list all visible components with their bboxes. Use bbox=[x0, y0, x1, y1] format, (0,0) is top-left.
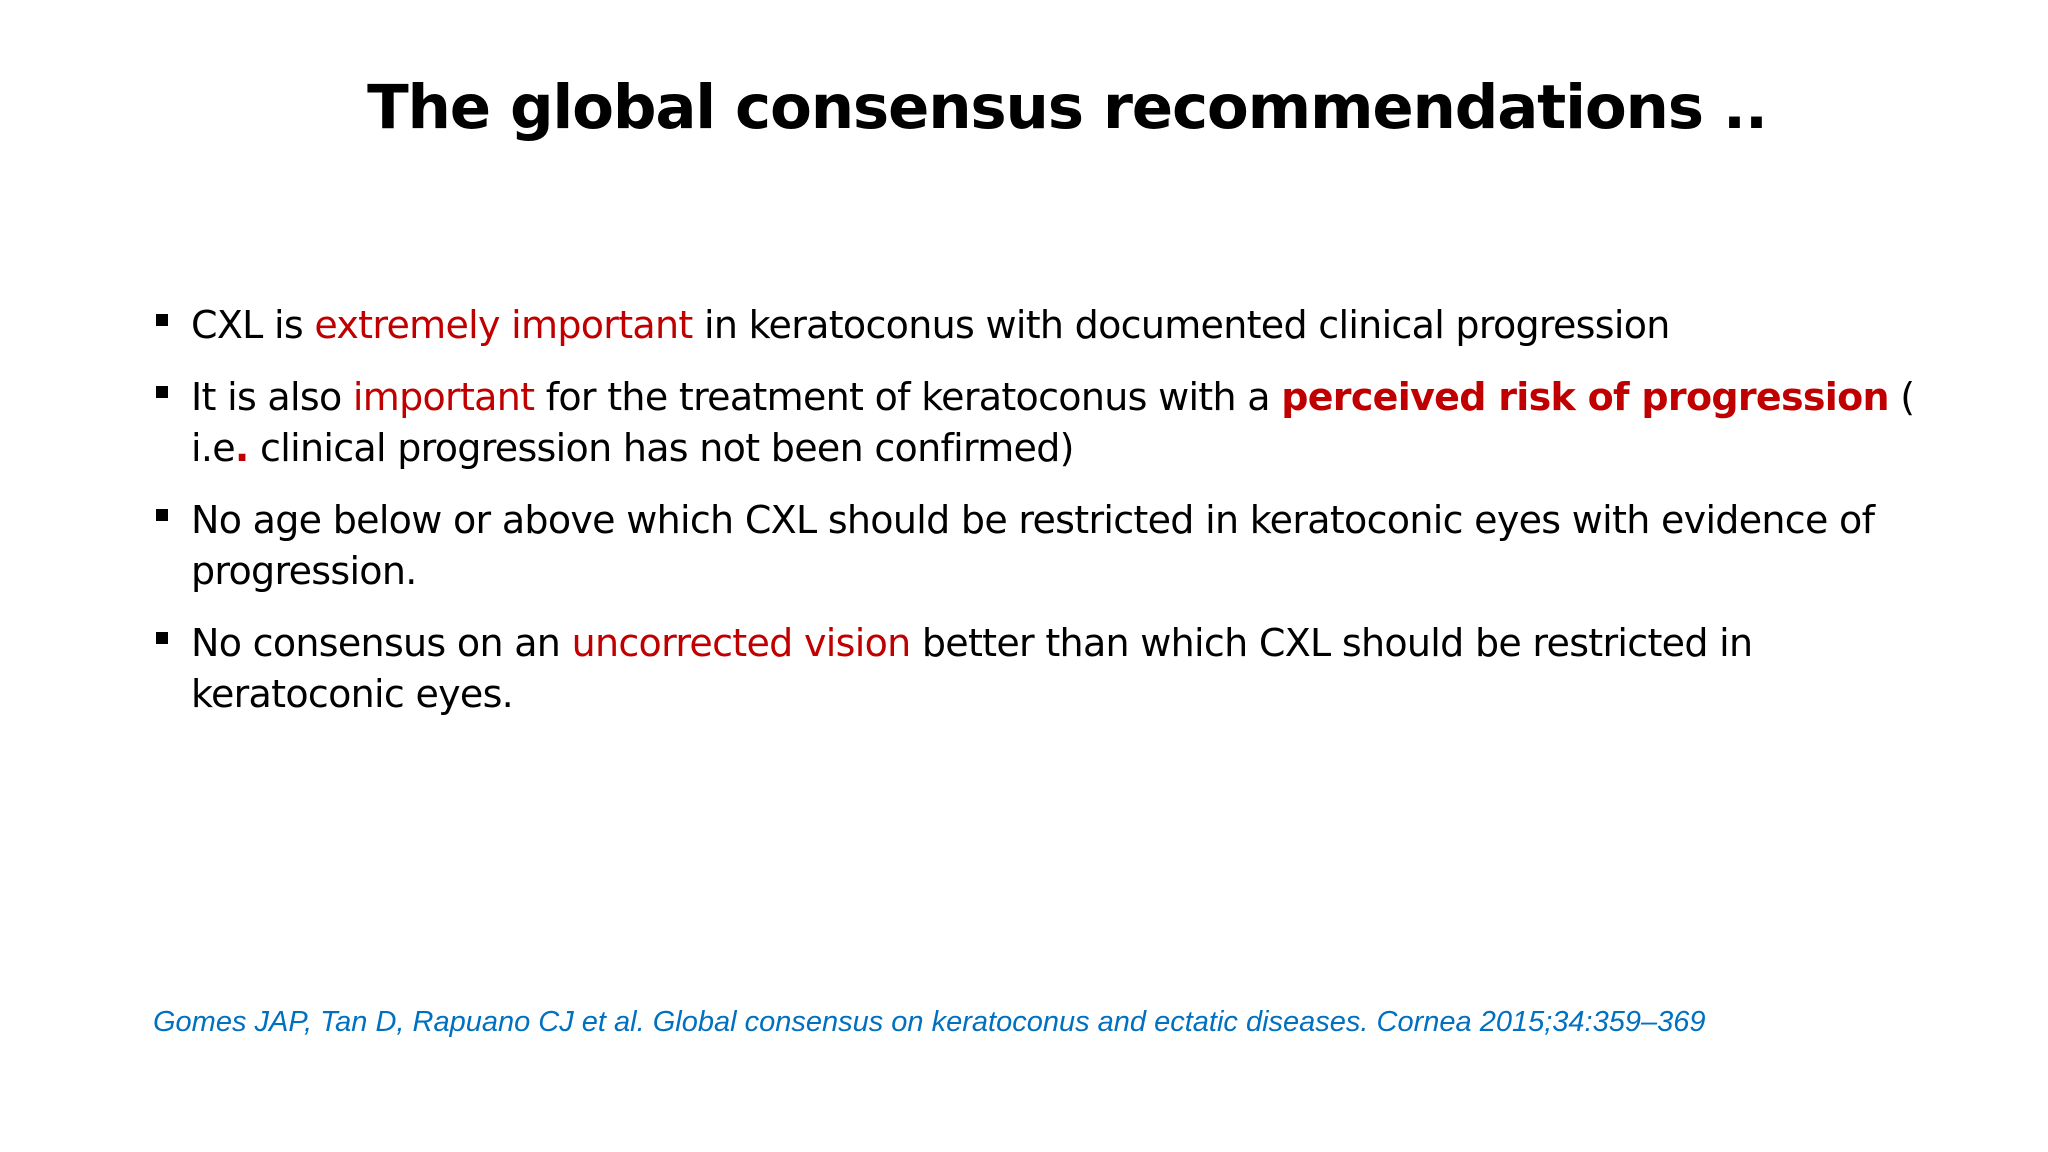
bullet-text bbox=[191, 303, 1670, 347]
square-bullet-icon bbox=[156, 632, 168, 644]
emphasis-segment: uncorrected vision bbox=[571, 621, 911, 665]
bullet-item bbox=[152, 300, 1952, 351]
strong-emphasis-segment: perceived risk of progression bbox=[1281, 375, 1889, 419]
citation: Gomes JAP, Tan D, Rapuano CJ et al. Global consensus on keratoconus and ectatic diseases. Cornea 2015;34:359–369 bbox=[153, 1006, 1706, 1038]
square-bullet-icon bbox=[156, 386, 168, 398]
emphasis-segment: extremely important bbox=[314, 303, 693, 347]
text-segment: in keratoconus with documented clinical progression bbox=[692, 303, 1670, 347]
text-segment: ( i.e bbox=[191, 375, 1915, 470]
text-segment: No consensus on an bbox=[191, 621, 572, 665]
bullet-text bbox=[191, 375, 1914, 470]
bullet-item bbox=[152, 495, 1952, 597]
slide-title: The global consensus recommendations .. bbox=[367, 72, 1767, 143]
square-bullet-icon bbox=[156, 509, 168, 521]
text-segment: It is also bbox=[191, 375, 353, 419]
text-segment: CXL is bbox=[191, 303, 315, 347]
bullet-item bbox=[152, 618, 1952, 720]
emphasis-segment: important bbox=[352, 375, 535, 419]
text-segment: better than which CXL should be restricted in keratoconic eyes. bbox=[191, 621, 1753, 716]
bullet-list bbox=[152, 300, 1952, 741]
bullet-item bbox=[152, 372, 1952, 474]
text-segment: clinical progression has not been confirmed) bbox=[248, 426, 1074, 470]
text-segment: No age below or above which CXL should be restricted in keratoconic eyes with evidence of progression. bbox=[191, 498, 1875, 593]
bullet-text bbox=[191, 498, 1874, 593]
square-bullet-icon bbox=[156, 314, 168, 326]
strong-emphasis-segment: . bbox=[234, 426, 249, 470]
bullet-text bbox=[191, 621, 1752, 716]
text-segment: for the treatment of keratoconus with a bbox=[534, 375, 1282, 419]
